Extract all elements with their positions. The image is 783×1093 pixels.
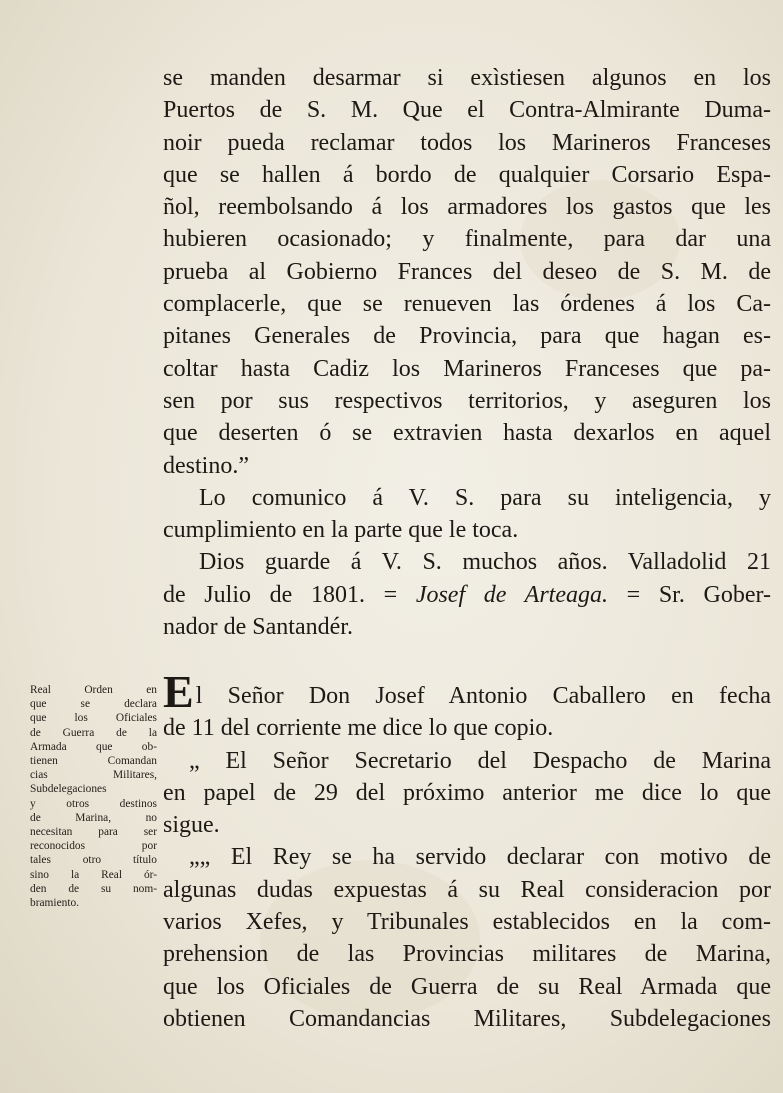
signatory-name: Josef de Arteaga. — [415, 581, 608, 608]
text-line — [163, 666, 771, 717]
text-line: varios Xefes, y Tribunales establecidos en la com- — [163, 909, 771, 936]
note-line: reconocidos por — [30, 840, 157, 853]
text-line: Dios guarde á V. S. muchos años. Valladolid 21 — [199, 549, 771, 576]
note-line: Armada que ob- — [30, 740, 157, 753]
text-line: nador de Santandér. — [163, 614, 353, 641]
note-line: bramiento. — [30, 897, 80, 910]
text-line: se manden desarmar si exìstiesen algunos en los — [163, 65, 771, 91]
text-block-top — [163, 62, 771, 643]
note-line: tienen Comandan — [30, 755, 157, 768]
note-line: y otros destinos — [30, 797, 157, 810]
text-line: coltar hasta Cadiz los Marineros Franceses que pa- — [163, 355, 771, 382]
text-line: algunas dudas expuestas á su Real consideracion por — [163, 876, 771, 903]
text-block-bottom — [163, 666, 771, 1035]
note-line: cias Militares, — [30, 769, 157, 782]
text-line: de 11 del corriente me dice lo que copio. — [163, 715, 554, 742]
note-line: de Marina, no — [30, 811, 157, 824]
text-line: obtienen Comandancias Militares, Subdelegaciones — [163, 1005, 771, 1032]
note-line: tales otro título — [30, 854, 157, 867]
note-line: den de su nom- — [30, 882, 157, 895]
note-line: que los Oficiales — [30, 712, 157, 725]
text-line: sen por sus respectivos territorios, y aseguren los — [163, 387, 771, 414]
first-line-text: l Señor Don Josef Antonio Caballero en fecha — [195, 683, 771, 709]
text-line: Lo comunico á V. S. para su inteligencia, y — [199, 484, 771, 511]
text-line: cumplimiento en la parte que le toca. — [163, 517, 519, 544]
text-line: „„ El Rey se ha servido declarar con motivo de — [189, 844, 771, 871]
text-line: „ El Señor Secretario del Despacho de Marina — [189, 747, 771, 774]
recipient-text: = Sr. Gober- — [607, 581, 771, 608]
text-line: que deserten ó se extravien hasta dexarlos en aquel — [163, 420, 771, 447]
marginal-note — [30, 683, 157, 910]
note-line: sino la Real ór- — [30, 868, 157, 881]
text-line: complacerle, que se renueven las órdenes á los Ca- — [163, 291, 771, 318]
date-text: de Julio de 1801. = — [163, 581, 416, 608]
text-line: destino.” — [163, 452, 249, 479]
text-line: hubieren ocasionado; y finalmente, para dar una — [163, 226, 771, 253]
note-line: que se declara — [30, 698, 157, 711]
signature-line — [163, 579, 771, 611]
note-line: Real Orden en — [30, 684, 157, 696]
text-line: pitanes Generales de Provincia, para que hagan es- — [163, 323, 771, 350]
note-line: Subdelegaciones — [30, 783, 107, 796]
text-line: que los Oficiales de Guerra de su Real Armada que — [163, 973, 771, 1000]
text-line: que se hallen á bordo de qualquier Corsario Espa- — [163, 161, 771, 188]
note-line: de Guerra de la — [30, 726, 157, 739]
text-line: Puertos de S. M. Que el Contra-Almirante Duma- — [163, 97, 771, 124]
text-line: sigue. — [163, 812, 220, 839]
text-line: en papel de 29 del próximo anterior me dice lo que — [163, 779, 771, 806]
text-line: prueba al Gobierno Frances del deseo de S. M. de — [163, 258, 771, 285]
text-line: prehension de las Provincias militares de Marina, — [163, 941, 771, 968]
text-line: ñol, reembolsando á los armadores los gastos que les — [163, 194, 771, 221]
text-line: noir pueda reclamar todos los Marineros Franceses — [163, 129, 771, 156]
note-line: necesitan para ser — [30, 826, 157, 839]
drop-cap: E — [163, 666, 194, 717]
